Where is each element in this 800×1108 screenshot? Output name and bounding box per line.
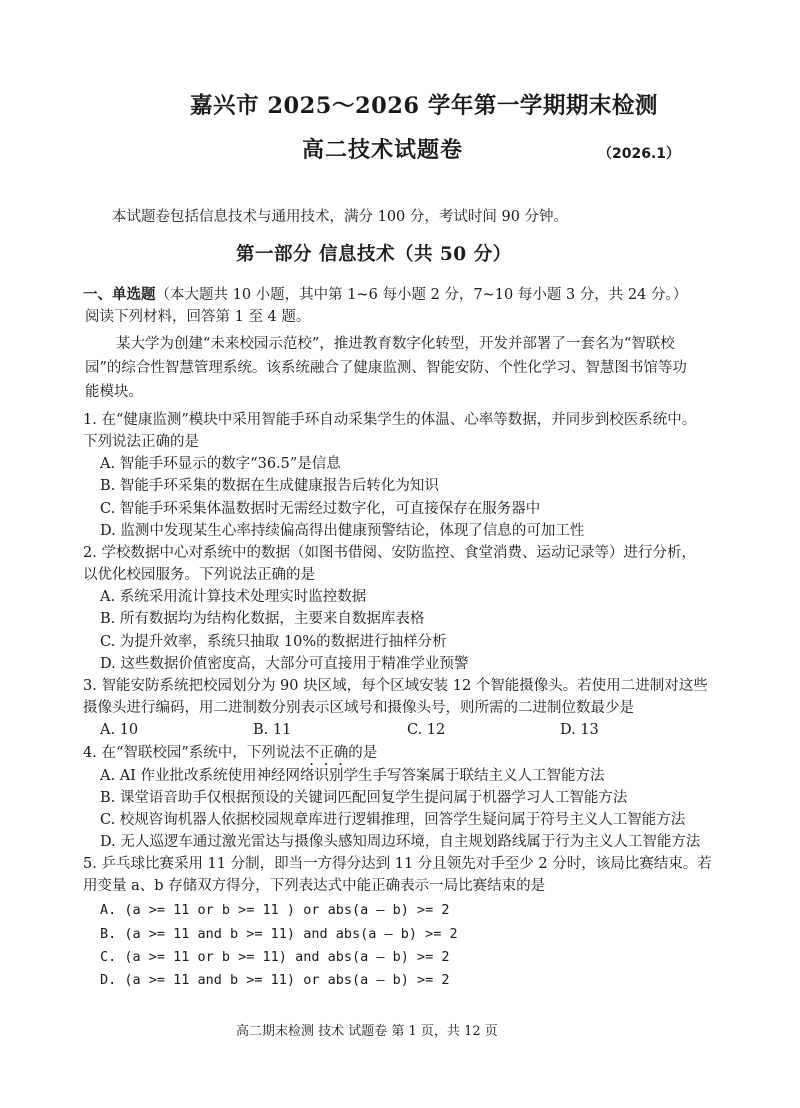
option: B. (a >= 11 and b >= 11) and abs(a — b) >= 2 bbox=[100, 926, 458, 942]
exam-date: （2026.1） bbox=[598, 146, 681, 162]
question-stem: 下列说法正确的是 bbox=[83, 434, 199, 450]
material-line: 园”的综合性智慧管理系统。该系统融合了健康监测、智能安防、个性化学习、智慧图书馆等功 bbox=[85, 360, 687, 376]
option: D. 监测中发现某生心率持续偏高得出健康预警结论，体现了信息的可加工性 bbox=[100, 523, 585, 539]
question-stem: 5. 乒乓球比赛采用 11 分制，即当一方得分达到 11 分且领先对手至少 2 分时，该局比赛结束。若 bbox=[83, 856, 712, 872]
exam-intro: 本试题卷包括信息技术与通用技术，满分 100 分，考试时间 90 分钟。 bbox=[112, 209, 569, 225]
stem-text: 4. 在“智联校园”系统中，下列说法 bbox=[83, 745, 305, 761]
material-line: 某大学为创建“未来校园示范校”，推进教育数字化转型，开发并部署了一套名为“智联校 bbox=[116, 336, 675, 352]
stem-text: 的是 bbox=[348, 745, 378, 761]
page-footer: 高二期末检测 技术 试题卷 第 1 页，共 12 页 bbox=[236, 1024, 498, 1039]
option: C. 校规咨询机器人依据校园规章库进行逻辑推理，回答学生疑问属于符号主义人工智能方法 bbox=[100, 812, 686, 828]
option: B. 11 bbox=[253, 722, 292, 738]
question-stem: 2. 学校数据中心对系统中的数据（如图书借阅、安防监控、食堂消费、运动记录等）进行分析， bbox=[83, 545, 696, 561]
option: A. 智能手环显示的数字“36.5”是信息 bbox=[100, 456, 341, 472]
exam-title: 嘉兴市 2025～2026 学年第一学期期末检测 bbox=[190, 93, 658, 119]
section-heading bbox=[83, 284, 687, 306]
question-stem: 3. 智能安防系统把校园划分为 90 块区域，每个区域安装 12 个智能摄像头。若使用二进制对这些 bbox=[83, 678, 708, 694]
option: C. (a >= 11 or b >= 11) and abs(a — b) >= 2 bbox=[100, 949, 450, 965]
option: D. 无人巡逻车通过激光雷达与摄像头感知周边环境，自主规划路线属于行为主义人工智能方法 bbox=[100, 834, 701, 850]
reading-instruction: 阅读下列材料，回答第 1 至 4 题。 bbox=[85, 309, 311, 325]
option: C. 智能手环采集体温数据时无需经过数字化，可直接保存在服务器中 bbox=[100, 501, 541, 517]
question-stem: 摄像头进行编码，用二进制数分别表示区域号和摄像头号，则所需的二进制位数最少是 bbox=[83, 700, 634, 716]
option: D. (a >= 11 and b >= 11) or abs(a — b) >= 2 bbox=[100, 972, 450, 988]
section-desc: （本大题共 10 小题，其中第 1~6 每小题 2 分，7~10 每小题 3 分，共 24 分。） bbox=[155, 287, 688, 303]
exam-subtitle: 高二技术试题卷 bbox=[302, 137, 464, 163]
option: A. AI 作业批改系统使用神经网络识别学生手写答案属于联结主义人工智能方法 bbox=[100, 768, 605, 784]
option: C. 为提升效率，系统只抽取 10%的数据进行抽样分析 bbox=[100, 634, 447, 650]
option: B. 智能手环采集的数据在生成健康报告后转化为知识 bbox=[100, 478, 439, 494]
option: D. 13 bbox=[560, 722, 599, 738]
option: A. 10 bbox=[100, 722, 139, 738]
section-label: 一、单选题 bbox=[83, 286, 156, 303]
part-title: 第一部分 信息技术（共 50 分） bbox=[236, 244, 512, 265]
option: B. 课堂语音助手仅根据预设的关键词匹配回复学生提问属于机器学习人工智能方法 bbox=[100, 790, 628, 806]
option: C. 12 bbox=[407, 722, 446, 738]
stem-emphasis: 不正确 bbox=[304, 745, 349, 761]
question-stem: 1. 在“健康监测”模块中采用智能手环自动采集学生的体温、心率等数据，并同步到校医系统中。 bbox=[83, 412, 697, 428]
question-stem: 以优化校园服务。下列说法正确的是 bbox=[83, 567, 315, 583]
option: A. 系统采用流计算技术处理实时监控数据 bbox=[100, 589, 367, 605]
option: B. 所有数据均为结构化数据，主要来自数据库表格 bbox=[100, 611, 425, 627]
option: D. 这些数据价值密度高，大部分可直接用于精准学业预警 bbox=[100, 656, 469, 672]
question-stem: 用变量 a、b 存储双方得分，下列表达式中能正确表示一局比赛结束的是 bbox=[83, 878, 546, 894]
material-line: 能模块。 bbox=[85, 384, 143, 400]
option: A. (a >= 11 or b >= 11 ) or abs(a — b) >= 2 bbox=[100, 902, 450, 918]
